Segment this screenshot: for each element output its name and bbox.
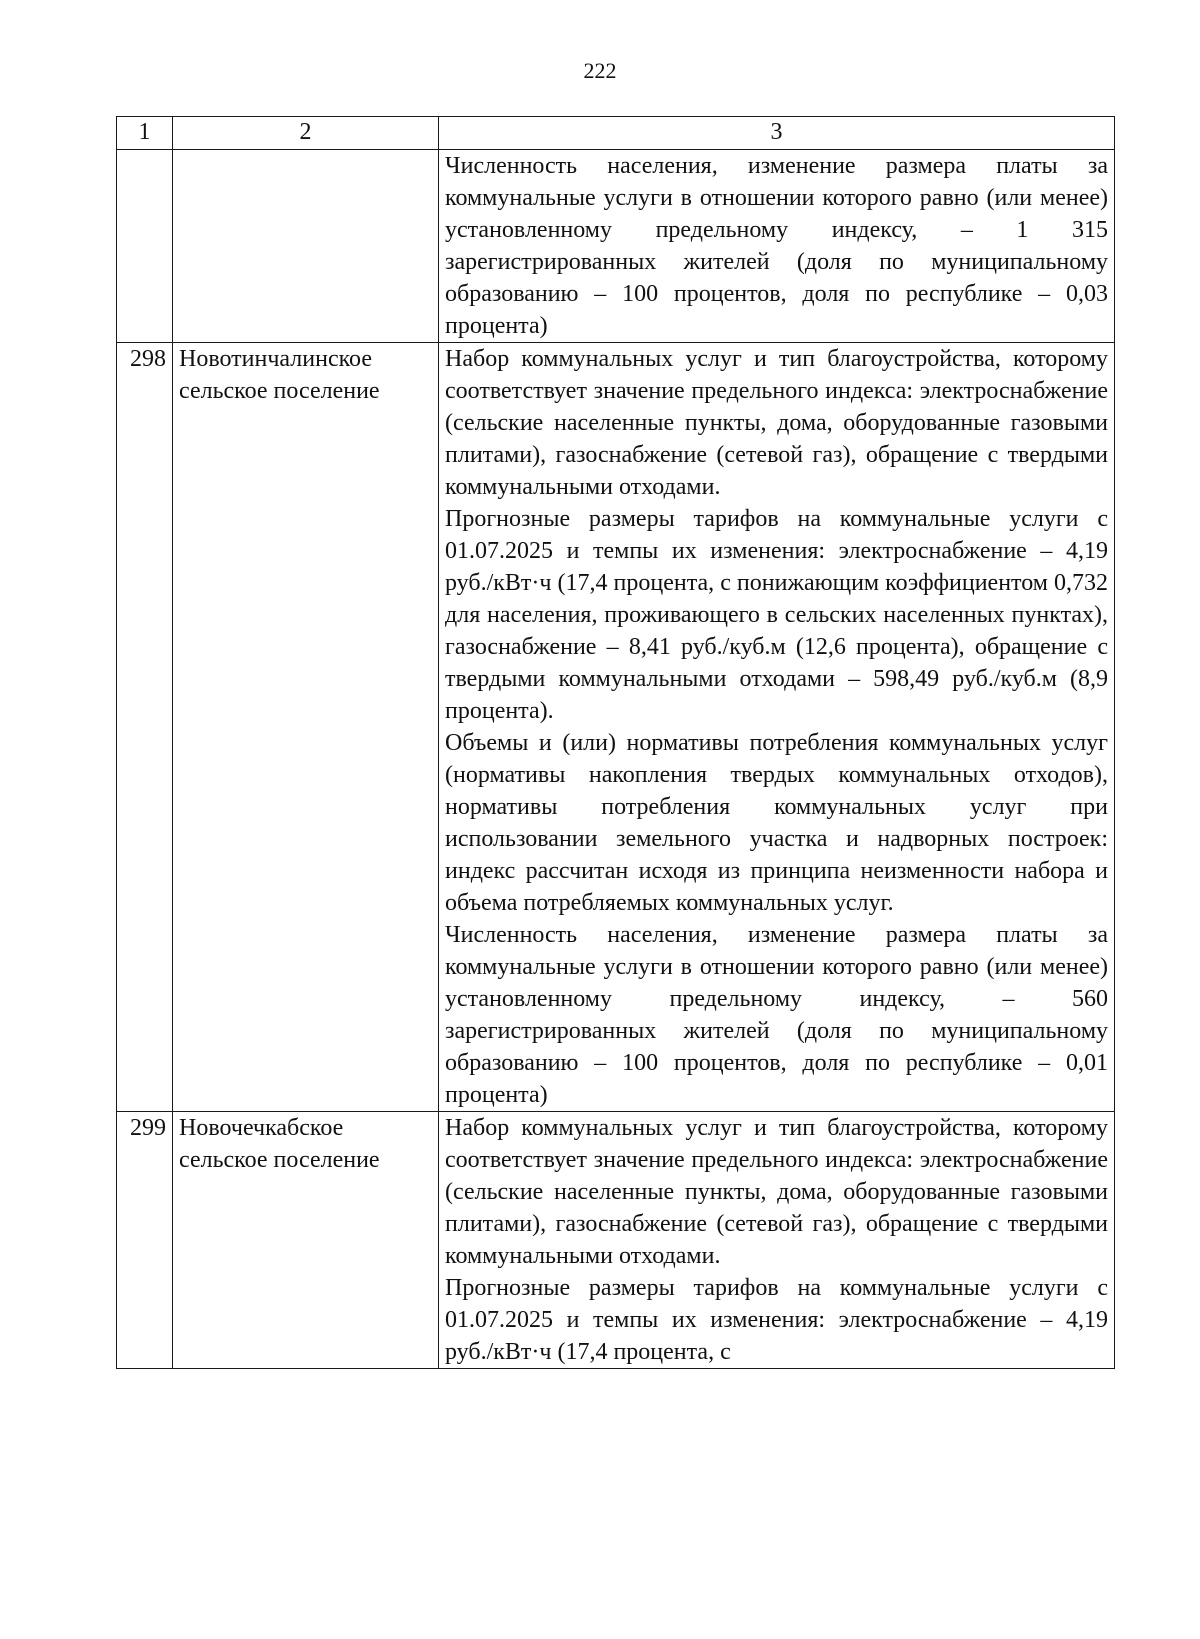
paragraph: Набор коммунальных услуг и тип благоустройства, которому соответствует значение предельного индекса: электроснабжение (сельские населенные пункты, дома, оборудованные газовыми плитами), газоснабжение (сетевой газ), обращение с твердыми коммунальными отходами.: [445, 1115, 1108, 1269]
table-row: [117, 150, 1115, 343]
header-cell-3: 3: [439, 117, 1115, 150]
table-row: [117, 343, 1115, 1112]
row-number: 299: [117, 1112, 173, 1369]
tariff-table: [116, 116, 1115, 1369]
row-number: 298: [117, 343, 173, 1112]
table-header-row: [117, 117, 1115, 150]
settlement-name: Новотинчалинское сельское поселение: [173, 343, 439, 1112]
paragraph: Набор коммунальных услуг и тип благоустройства, которому соответствует значение предельного индекса: электроснабжение (сельские населенные пункты, дома, оборудованные газовыми плитами), газоснабжение (сетевой газ), обращение с твердыми коммунальными отходами.: [445, 346, 1108, 500]
paragraph: Численность населения, изменение размера платы за коммунальные услуги в отношении которого равно (или менее) установленному предельному индексу, – 1 315 зарегистрированных жителей (доля по муниципальному образованию – 100 процентов, доля по республике – 0,03 процента): [445, 153, 1108, 339]
table-row: [117, 1112, 1115, 1369]
description-cell: [439, 1112, 1115, 1369]
paragraph: Прогнозные размеры тарифов на коммунальные услуги с 01.07.2025 и темпы их изменения: электроснабжение – 4,19 руб./кВт·ч (17,4 процента, с: [445, 1275, 1108, 1365]
paragraph: Прогнозные размеры тарифов на коммунальные услуги с 01.07.2025 и темпы их изменения: электроснабжение – 4,19 руб./кВт·ч (17,4 процента, с понижающим коэффициентом 0,732 для населения, проживающего в сельских населенных пунктах), газоснабжение – 8,41 руб./куб.м (12,6 процента), обращение с твердыми коммунальными отходами – 598,49 руб./куб.м (8,9 процента).: [445, 506, 1108, 724]
settlement-name: Новочечкабское сельское поселение: [173, 1112, 439, 1369]
header-cell-2: 2: [173, 117, 439, 150]
description-cell: [439, 150, 1115, 343]
row-number: [117, 150, 173, 343]
settlement-name: [173, 150, 439, 343]
paragraph: Численность населения, изменение размера платы за коммунальные услуги в отношении которого равно (или менее) установленному предельному индексу, – 560 зарегистрированных жителей (доля по муниципальному образованию – 100 процентов, доля по республике – 0,01 процента): [445, 922, 1108, 1108]
page-number: 222: [583, 58, 617, 83]
header-cell-1: 1: [117, 117, 173, 150]
paragraph: Объемы и (или) нормативы потребления коммунальных услуг (нормативы накопления твердых коммунальных отходов), нормативы потребления коммунальных услуг при использовании земельного участка и надворных построек: индекс рассчитан исходя из принципа неизменности набора и объема потребляемых коммунальных услуг.: [445, 730, 1108, 916]
description-cell: [439, 343, 1115, 1112]
